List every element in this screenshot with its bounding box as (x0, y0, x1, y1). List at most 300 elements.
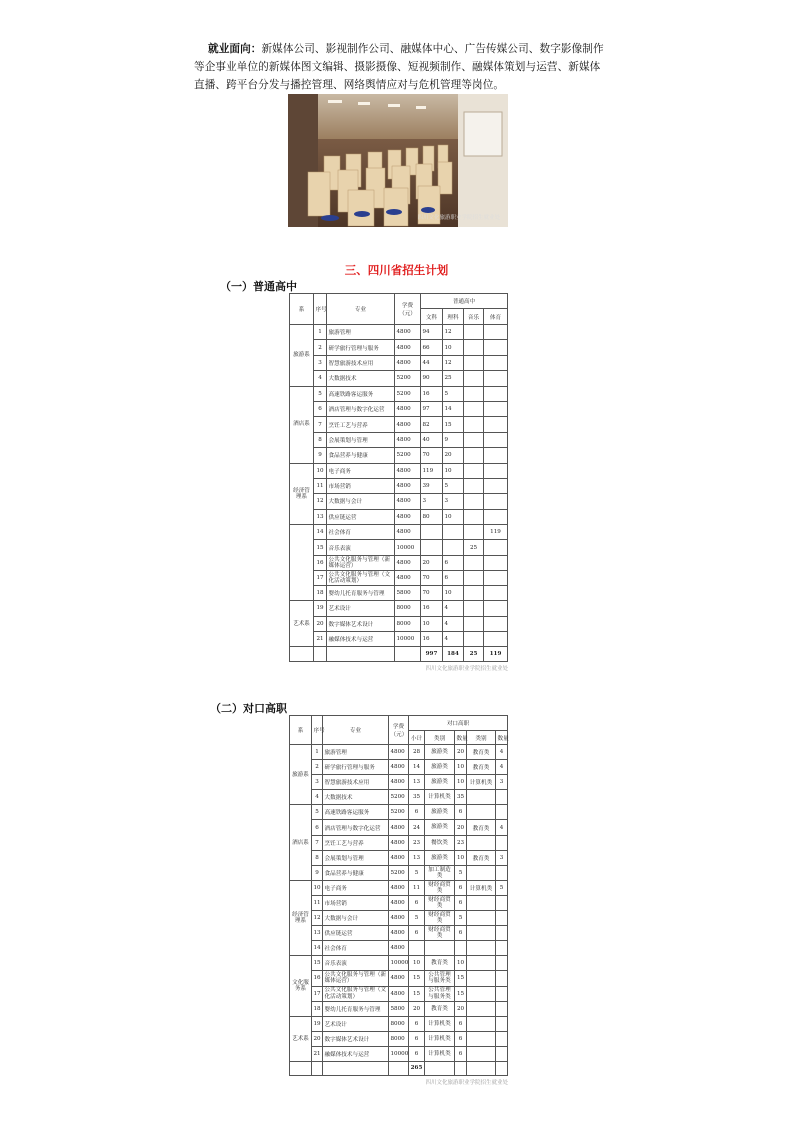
cell-yin (464, 417, 484, 432)
cell-yin (464, 325, 484, 340)
cell-major: 电子商务 (327, 463, 395, 478)
cell-c1: 计算机类 (425, 1046, 455, 1061)
cell-n1: 6 (455, 926, 467, 941)
cell-c2: 计算机类 (467, 775, 496, 790)
cell-fee: 4800 (389, 971, 409, 986)
employment-text-2: 等企事业单位的新媒体图文编辑、摄影摄像、短视频制作、融媒体策划与运营、新媒体 (194, 61, 601, 73)
header-li: 理科 (443, 309, 464, 325)
cell-fee: 5200 (389, 865, 409, 880)
table-row (290, 417, 508, 432)
table-row (290, 941, 508, 956)
table-row (290, 865, 508, 880)
cell-no: 19 (314, 601, 327, 616)
cell-major: 大数据技术 (323, 790, 389, 805)
cell-c1: 公共管理与服务类 (425, 986, 455, 1001)
cell-no: 8 (312, 850, 323, 865)
cell-fee: 4800 (395, 432, 421, 447)
cell-li: 6 (443, 555, 464, 570)
cell-fee: 4800 (395, 570, 421, 585)
cell-xj: 6 (409, 805, 425, 820)
cell-no: 7 (312, 835, 323, 850)
cell-ti (484, 340, 508, 355)
cell-li: 3 (443, 494, 464, 509)
cell-fee: 4800 (389, 895, 409, 910)
cell-dept: 旅游系 (290, 325, 314, 387)
cell-n1: 5 (455, 865, 467, 880)
cell-ti (484, 601, 508, 616)
cell-c1: 旅游类 (425, 805, 455, 820)
cell-major: 会展策划与管理 (323, 850, 389, 865)
cell-fee: 4800 (389, 835, 409, 850)
cell-n2 (496, 956, 508, 971)
cell-major: 旅游管理 (323, 745, 389, 760)
table-row (290, 555, 508, 570)
cell-no: 21 (314, 632, 327, 647)
cell-wen: 90 (421, 371, 443, 386)
table-row (290, 911, 508, 926)
cell-n1: 10 (455, 850, 467, 865)
cell-major: 高速铁路客运服务 (327, 386, 395, 401)
header-major: 专业 (327, 294, 395, 325)
cell-li: 10 (443, 340, 464, 355)
cell-wen: 40 (421, 432, 443, 447)
cell-fee: 4800 (395, 509, 421, 524)
cell-major: 大数据与会计 (327, 494, 395, 509)
cell-no: 11 (314, 478, 327, 493)
header-subtotal: 小计 (409, 731, 425, 745)
cell-yin: 25 (464, 540, 484, 555)
cell-li: 10 (443, 463, 464, 478)
table1-watermark: 四川文化旅游职业学院招生就业处 (425, 666, 509, 673)
cell-ti (484, 463, 508, 478)
cell-n2 (496, 1046, 508, 1061)
cell-n2 (496, 1001, 508, 1016)
header-wen: 文科 (421, 309, 443, 325)
cell-yin (464, 555, 484, 570)
table-row (290, 509, 508, 524)
table-row (290, 790, 508, 805)
table-row (290, 340, 508, 355)
cell-ti (484, 432, 508, 447)
cell-xj: 23 (409, 835, 425, 850)
cell-major: 公共文化服务与管理（新媒体运营） (327, 555, 395, 570)
header-dept: 系 (290, 716, 312, 745)
cell-fee: 5800 (389, 1001, 409, 1016)
header-count-1: 数量 (455, 731, 467, 745)
header-fee: 学费（元） (395, 294, 421, 325)
cell-n2 (496, 1031, 508, 1046)
cell-yin (464, 386, 484, 401)
cell-wen (421, 525, 443, 540)
cell-c2 (467, 1001, 496, 1016)
cell-no: 5 (312, 805, 323, 820)
cell-yin (464, 601, 484, 616)
header-group: 普通高中 (421, 294, 508, 309)
cell-no: 17 (314, 570, 327, 585)
table-row (290, 432, 508, 447)
table-row (290, 986, 508, 1001)
cell-major: 公共文化服务与管理（文化活动策划） (327, 570, 395, 585)
cell-c1: 教育类 (425, 956, 455, 971)
cell-xj: 6 (409, 1046, 425, 1061)
cell-n2 (496, 805, 508, 820)
cell-dept: 酒店系 (290, 386, 314, 463)
cell-yin (464, 478, 484, 493)
table-row (290, 386, 508, 401)
cell-xj: 15 (409, 971, 425, 986)
header-ti: 体育 (484, 309, 508, 325)
empty-cell (455, 1061, 467, 1075)
cell-fee: 5200 (389, 805, 409, 820)
header-count-2: 数量 (496, 731, 508, 745)
cell-fee: 4800 (395, 494, 421, 509)
cell-ti (484, 448, 508, 463)
cell-major: 婴幼儿托育服务与管理 (327, 585, 395, 600)
cell-no: 21 (312, 1046, 323, 1061)
table-row (290, 540, 508, 555)
header-group: 对口高职 (409, 716, 508, 731)
cell-c1: 财经商贸类 (425, 911, 455, 926)
table-row (290, 1001, 508, 1016)
cell-c2 (467, 865, 496, 880)
cell-wen: 39 (421, 478, 443, 493)
table-row (290, 478, 508, 493)
cell-ti (484, 540, 508, 555)
cell-xj: 14 (409, 760, 425, 775)
cell-c1 (425, 941, 455, 956)
cell-li: 9 (443, 432, 464, 447)
cell-wen: 16 (421, 632, 443, 647)
cell-wen: 3 (421, 494, 443, 509)
cell-major: 会展策划与管理 (327, 432, 395, 447)
cell-n1: 6 (455, 1046, 467, 1061)
table2-watermark: 四川文化旅游职业学院招生就业处 (425, 1079, 509, 1086)
total-li: 184 (443, 647, 464, 662)
cell-n2 (496, 1016, 508, 1031)
cell-major: 社会体育 (327, 525, 395, 540)
employment-label: 就业面向： (208, 43, 262, 55)
cell-n2: 4 (496, 760, 508, 775)
cell-no: 17 (312, 986, 323, 1001)
cell-no: 16 (314, 555, 327, 570)
classroom-scene-image (288, 94, 508, 227)
cell-xj: 11 (409, 880, 425, 895)
cell-ti (484, 585, 508, 600)
cell-c1: 公共管理与服务类 (425, 971, 455, 986)
section-title: 三、四川省招生计划 (344, 263, 449, 277)
employment-text-1: 新媒体公司、影视制作公司、融媒体中心、广告传媒公司、数字影像制作 (261, 43, 604, 55)
cell-c2 (467, 835, 496, 850)
cell-no: 3 (314, 355, 327, 370)
cell-xj: 20 (409, 1001, 425, 1016)
cell-li: 5 (443, 478, 464, 493)
total-wen: 997 (421, 647, 443, 662)
table-row (290, 525, 508, 540)
cell-wen: 44 (421, 355, 443, 370)
cell-major: 烹饪工艺与营养 (327, 417, 395, 432)
cell-c1: 旅游类 (425, 760, 455, 775)
cell-c2: 教育类 (467, 820, 496, 835)
cell-major: 音乐表演 (323, 956, 389, 971)
cell-wen: 70 (421, 570, 443, 585)
cell-major: 研学旅行管理与服务 (323, 760, 389, 775)
cell-li: 4 (443, 632, 464, 647)
cell-fee: 5200 (389, 790, 409, 805)
table-row (290, 956, 508, 971)
cell-yin (464, 340, 484, 355)
table-row (290, 325, 508, 340)
cell-fee: 4800 (389, 911, 409, 926)
empty-cell (314, 647, 327, 662)
cell-dept: 经济管理系 (290, 463, 314, 525)
cell-c2 (467, 971, 496, 986)
cell-n2 (496, 926, 508, 941)
cell-c1: 计算机类 (425, 1016, 455, 1031)
empty-cell (496, 1061, 508, 1075)
cell-ti (484, 386, 508, 401)
cell-n1: 23 (455, 835, 467, 850)
cell-c1: 旅游类 (425, 745, 455, 760)
table-row (290, 494, 508, 509)
cell-li: 10 (443, 509, 464, 524)
cell-yin (464, 494, 484, 509)
cell-major: 电子商务 (323, 880, 389, 895)
cell-fee: 10000 (395, 632, 421, 647)
cell-c2: 计算机类 (467, 880, 496, 895)
table-row (290, 835, 508, 850)
cell-major: 智慧旅游技术应用 (323, 775, 389, 790)
cell-xj: 6 (409, 1016, 425, 1031)
cell-c2 (467, 926, 496, 941)
cell-c2 (467, 941, 496, 956)
cell-n1: 20 (455, 745, 467, 760)
cell-wen: 16 (421, 601, 443, 616)
cell-no: 14 (314, 525, 327, 540)
cell-ti (484, 355, 508, 370)
cell-n1: 20 (455, 820, 467, 835)
cell-fee: 10000 (389, 1046, 409, 1061)
cell-no: 13 (312, 926, 323, 941)
cell-ti (484, 478, 508, 493)
cell-fee: 5200 (395, 371, 421, 386)
cell-fee: 4800 (389, 745, 409, 760)
cell-yin (464, 616, 484, 631)
cell-no: 7 (314, 417, 327, 432)
cell-wen: 82 (421, 417, 443, 432)
cell-no: 18 (314, 585, 327, 600)
cell-n1: 10 (455, 760, 467, 775)
cell-c1: 计算机类 (425, 1031, 455, 1046)
cell-fee: 4800 (395, 463, 421, 478)
employment-text-3: 直播、跨平台分发与播控管理、网络舆情应对与危机管理等岗位。 (194, 79, 505, 91)
cell-dept: 旅游系 (290, 745, 312, 805)
cell-c2: 教育类 (467, 850, 496, 865)
cell-n1: 20 (455, 1001, 467, 1016)
cell-wen: 16 (421, 386, 443, 401)
cell-ti (484, 401, 508, 416)
cell-fee: 4800 (389, 986, 409, 1001)
cell-major: 社会体育 (323, 941, 389, 956)
cell-n1 (455, 941, 467, 956)
cell-yin (464, 525, 484, 540)
table-row (290, 926, 508, 941)
cell-fee: 4800 (389, 760, 409, 775)
cell-no: 15 (314, 540, 327, 555)
cell-major: 公共文化服务与管理（文化活动策划） (323, 986, 389, 1001)
cell-n1: 6 (455, 1016, 467, 1031)
cell-fee: 10000 (395, 540, 421, 555)
total-subtotal: 265 (409, 1061, 425, 1075)
cell-n2: 5 (496, 880, 508, 895)
cell-ti (484, 325, 508, 340)
cell-major: 融媒体技术与运营 (327, 632, 395, 647)
table-row (290, 895, 508, 910)
empty-cell (467, 1061, 496, 1075)
cell-fee: 4800 (395, 417, 421, 432)
cell-n2: 3 (496, 850, 508, 865)
cell-dept: 艺术系 (290, 601, 314, 647)
cell-no: 1 (314, 325, 327, 340)
employment-paragraph (194, 40, 604, 94)
cell-li: 6 (443, 570, 464, 585)
enrollment-table-1 (289, 293, 508, 662)
cell-ti (484, 371, 508, 386)
cell-fee: 4800 (389, 880, 409, 895)
cell-no: 15 (312, 956, 323, 971)
cell-li: 12 (443, 325, 464, 340)
cell-c1: 计算机类 (425, 790, 455, 805)
header-no: 序号 (312, 716, 323, 745)
cell-c2 (467, 911, 496, 926)
table-row (290, 585, 508, 600)
cell-c1: 旅游类 (425, 820, 455, 835)
cell-n2 (496, 941, 508, 956)
cell-yin (464, 355, 484, 370)
cell-major: 公共文化服务与管理（新媒体运营） (323, 971, 389, 986)
cell-c2 (467, 1031, 496, 1046)
cell-wen: 10 (421, 616, 443, 631)
cell-c2: 教育类 (467, 745, 496, 760)
table-row (290, 850, 508, 865)
table-row (290, 616, 508, 631)
cell-no: 12 (312, 911, 323, 926)
cell-n1: 15 (455, 986, 467, 1001)
cell-li: 15 (443, 417, 464, 432)
header-fee: 学费（元） (389, 716, 409, 745)
cell-n1: 6 (455, 1031, 467, 1046)
cell-major: 市场营销 (323, 895, 389, 910)
cell-xj: 10 (409, 956, 425, 971)
cell-ti (484, 555, 508, 570)
cell-li (443, 540, 464, 555)
total-ti: 119 (484, 647, 508, 662)
cell-c2 (467, 1016, 496, 1031)
cell-no: 4 (312, 790, 323, 805)
cell-n1: 6 (455, 805, 467, 820)
empty-cell (425, 1061, 455, 1075)
cell-fee: 4800 (395, 355, 421, 370)
cell-fee: 4800 (389, 775, 409, 790)
cell-no: 6 (312, 820, 323, 835)
header-yin: 音乐 (464, 309, 484, 325)
cell-c2 (467, 895, 496, 910)
cell-no: 13 (314, 509, 327, 524)
enrollment-table-2 (289, 715, 508, 1076)
cell-li: 4 (443, 601, 464, 616)
subsection-title-vocational: （二）对口高职 (210, 702, 287, 715)
cell-major: 艺术设计 (323, 1016, 389, 1031)
total-yin: 25 (464, 647, 484, 662)
empty-cell (323, 1061, 389, 1075)
cell-xj: 28 (409, 745, 425, 760)
cell-ti: 119 (484, 525, 508, 540)
cell-xj: 6 (409, 1031, 425, 1046)
header-category-1: 类别 (425, 731, 455, 745)
table-row (290, 570, 508, 585)
cell-major: 市场营销 (327, 478, 395, 493)
cell-major: 大数据与会计 (323, 911, 389, 926)
cell-yin (464, 401, 484, 416)
cell-no: 3 (312, 775, 323, 790)
table-row (290, 805, 508, 820)
cell-yin (464, 509, 484, 524)
cell-n2 (496, 986, 508, 1001)
cell-c1: 财经商贸类 (425, 926, 455, 941)
classroom-photo (288, 94, 508, 227)
cell-no: 8 (314, 432, 327, 447)
cell-fee: 8000 (395, 601, 421, 616)
cell-ti (484, 417, 508, 432)
cell-no: 1 (312, 745, 323, 760)
cell-major: 音乐表演 (327, 540, 395, 555)
cell-wen: 66 (421, 340, 443, 355)
cell-major: 酒店管理与数字化运营 (323, 820, 389, 835)
cell-xj (409, 941, 425, 956)
cell-n1: 10 (455, 775, 467, 790)
empty-cell (290, 1061, 312, 1075)
subsection-title-regular-high-school: （一）普通高中 (220, 280, 297, 293)
table-row (290, 355, 508, 370)
cell-yin (464, 448, 484, 463)
cell-no: 2 (312, 760, 323, 775)
cell-major: 食品营养与健康 (323, 865, 389, 880)
table-regular-high-school (289, 293, 508, 672)
header-major: 专业 (323, 716, 389, 745)
cell-dept: 经济管理系 (290, 880, 312, 955)
cell-yin (464, 463, 484, 478)
cell-no: 2 (314, 340, 327, 355)
cell-no: 20 (314, 616, 327, 631)
cell-dept: 艺术系 (290, 1016, 312, 1061)
cell-n2 (496, 790, 508, 805)
cell-c1: 财经商贸类 (425, 880, 455, 895)
cell-c1: 旅游类 (425, 850, 455, 865)
cell-major: 供应链运营 (323, 926, 389, 941)
cell-major: 研学旅行管理与服务 (327, 340, 395, 355)
cell-yin (464, 432, 484, 447)
header-dept: 系 (290, 294, 314, 325)
cell-yin (464, 371, 484, 386)
cell-fee: 8000 (389, 1016, 409, 1031)
cell-yin (464, 585, 484, 600)
table-row (290, 971, 508, 986)
table-row (290, 632, 508, 647)
cell-n1: 10 (455, 956, 467, 971)
cell-major: 艺术设计 (327, 601, 395, 616)
cell-major: 数字媒体艺术设计 (323, 1031, 389, 1046)
cell-fee: 4800 (389, 926, 409, 941)
cell-fee: 4800 (389, 850, 409, 865)
